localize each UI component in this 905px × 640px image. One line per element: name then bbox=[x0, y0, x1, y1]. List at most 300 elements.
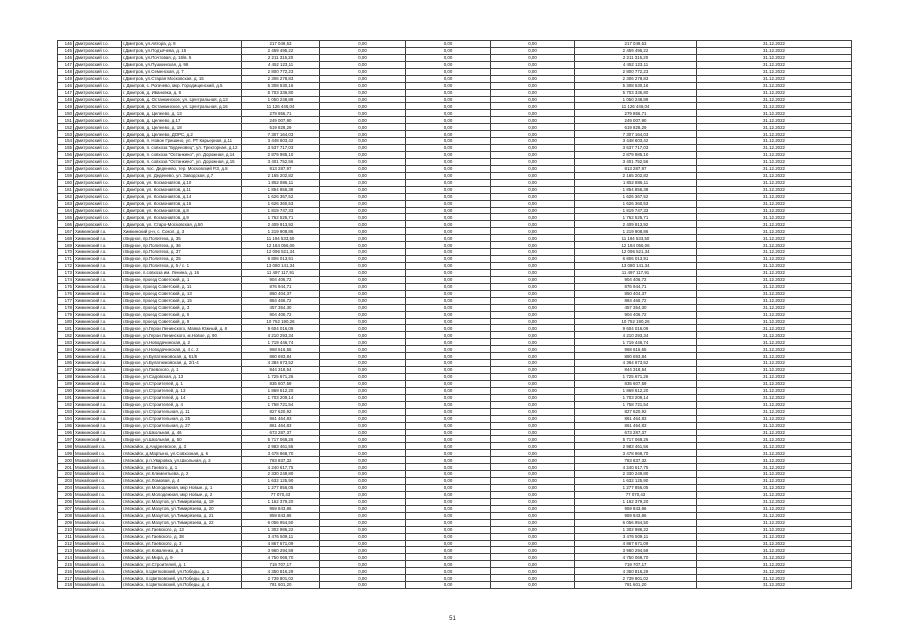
cell-rec: 781 601,20 bbox=[242, 582, 320, 589]
table-row bbox=[58, 464, 852, 471]
cell-org: Химкинский г.о. bbox=[74, 387, 122, 394]
cell-num: 161 bbox=[58, 186, 74, 193]
cell-addr: г.Видное, проезд Советский, д. 11 bbox=[122, 283, 242, 290]
cell-org: Дмитровский г.о. bbox=[74, 103, 122, 110]
cell-paid: 0,00 bbox=[320, 41, 406, 48]
cell-z2: 0,00 bbox=[491, 96, 575, 103]
cell-z1: 0,00 bbox=[406, 96, 491, 103]
cell-tot: 1 852 886,11 bbox=[575, 179, 697, 186]
cell-z2: 0,00 bbox=[491, 110, 575, 117]
table-row bbox=[58, 387, 852, 394]
cell-z2: 0,00 bbox=[491, 263, 575, 270]
cell-z2: 0,00 bbox=[491, 415, 575, 422]
cell-paid: 0,00 bbox=[320, 401, 406, 408]
cell-tot: 1 725 671,26 bbox=[575, 374, 697, 381]
cell-tot: 1 819 747,33 bbox=[575, 207, 697, 214]
table-row bbox=[58, 165, 852, 172]
cell-z1: 0,00 bbox=[406, 290, 491, 297]
cell-date: 31.12.2022 bbox=[697, 519, 852, 526]
cell-paid: 0,00 bbox=[320, 568, 406, 575]
cell-paid: 0,00 bbox=[320, 297, 406, 304]
table-row bbox=[58, 68, 852, 75]
cell-paid: 0,00 bbox=[320, 498, 406, 505]
cell-rec: 861 464,83 bbox=[242, 415, 320, 422]
cell-rec: 4 350 816,29 bbox=[242, 568, 320, 575]
cell-z1: 0,00 bbox=[406, 512, 491, 519]
cell-addr: г.Можайск, ул.Мазутов, ул.Тимирязева, д. 20 bbox=[122, 505, 242, 512]
cell-z1: 0,00 bbox=[406, 249, 491, 256]
table-row bbox=[58, 242, 852, 249]
cell-tot: 884 466,72 bbox=[575, 297, 697, 304]
cell-num: 182 bbox=[58, 332, 74, 339]
cell-addr: г.Видное, ул.Школьная, д. 50 bbox=[122, 436, 242, 443]
cell-org: Можайский г.о. bbox=[74, 554, 122, 561]
cell-z2: 0,00 bbox=[491, 339, 575, 346]
cell-rec: 10 752 190,26 bbox=[242, 318, 320, 325]
cell-num: 181 bbox=[58, 325, 74, 332]
cell-tot: 1 626 360,53 bbox=[575, 200, 697, 207]
cell-addr: г. Дмитров, д. Целеево, ДОРС, д.2 bbox=[122, 131, 242, 138]
cell-z1: 0,00 bbox=[406, 346, 491, 353]
cell-date: 31.12.2022 bbox=[697, 235, 852, 242]
cell-date: 31.12.2022 bbox=[697, 179, 852, 186]
cell-date: 31.12.2022 bbox=[697, 582, 852, 589]
table-row bbox=[58, 263, 852, 270]
cell-num: 145 bbox=[58, 47, 74, 54]
cell-z1: 0,00 bbox=[406, 436, 491, 443]
cell-z1: 0,00 bbox=[406, 117, 491, 124]
cell-z2: 0,00 bbox=[491, 235, 575, 242]
cell-z2: 0,00 bbox=[491, 436, 575, 443]
table-row bbox=[58, 360, 852, 367]
cell-z2: 0,00 bbox=[491, 471, 575, 478]
cell-addr: г. Дмитров, д. Целеево, д. 18 bbox=[122, 124, 242, 131]
cell-org: Дмитровский г.о. bbox=[74, 47, 122, 54]
cell-addr: г.Видное, ул.Герои Ленинского, Маяка Южный, д. 8 bbox=[122, 325, 242, 332]
cell-z2: 0,00 bbox=[491, 54, 575, 61]
cell-z2: 0,00 bbox=[491, 353, 575, 360]
cell-paid: 0,00 bbox=[320, 519, 406, 526]
cell-num: 156 bbox=[58, 152, 74, 159]
cell-paid: 0,00 bbox=[320, 75, 406, 82]
cell-num: 192 bbox=[58, 401, 74, 408]
cell-tot: 11 194 533,50 bbox=[575, 235, 697, 242]
cell-tot: 2 211 315,20 bbox=[575, 54, 697, 61]
registry-table-container bbox=[57, 40, 851, 589]
cell-z2: 0,00 bbox=[491, 41, 575, 48]
table-row bbox=[58, 207, 852, 214]
cell-z2: 0,00 bbox=[491, 165, 575, 172]
cell-z1: 0,00 bbox=[406, 485, 491, 492]
table-row bbox=[58, 249, 852, 256]
cell-paid: 0,00 bbox=[320, 207, 406, 214]
cell-z2: 0,00 bbox=[491, 172, 575, 179]
cell-org: Дмитровский г.о. bbox=[74, 193, 122, 200]
cell-tot: 457 354,30 bbox=[575, 304, 697, 311]
cell-org: Дмитровский г.о. bbox=[74, 152, 122, 159]
cell-date: 31.12.2022 bbox=[697, 533, 852, 540]
cell-z2: 0,00 bbox=[491, 325, 575, 332]
cell-tot: 968 616,55 bbox=[575, 346, 697, 353]
cell-z1: 0,00 bbox=[406, 415, 491, 422]
table-row bbox=[58, 318, 852, 325]
cell-tot: 2 165 202,82 bbox=[575, 172, 697, 179]
cell-org: Химкинский г.о. bbox=[74, 380, 122, 387]
cell-rec: 1 725 671,26 bbox=[242, 374, 320, 381]
cell-org: Можайский г.о. bbox=[74, 540, 122, 547]
cell-org: Химкинский г.о. bbox=[74, 297, 122, 304]
cell-rec: 249 007,90 bbox=[242, 117, 320, 124]
cell-tot: 876 944,71 bbox=[575, 283, 697, 290]
cell-rec: 719 707,17 bbox=[242, 561, 320, 568]
cell-tot: 1 626 367,52 bbox=[575, 193, 697, 200]
table-row bbox=[58, 367, 852, 374]
table-row bbox=[58, 256, 852, 263]
table-row bbox=[58, 485, 852, 492]
cell-addr: г.Видное, ул.Школьная, д. 46 bbox=[122, 429, 242, 436]
cell-date: 31.12.2022 bbox=[697, 408, 852, 415]
cell-paid: 0,00 bbox=[320, 110, 406, 117]
cell-org: Можайский г.о. bbox=[74, 457, 122, 464]
cell-addr: г. Дмитров, пос. Деденево, тер. Московский Р.З, д.8 bbox=[122, 165, 242, 172]
cell-date: 31.12.2022 bbox=[697, 200, 852, 207]
cell-num: 200 bbox=[58, 457, 74, 464]
cell-num: 153 bbox=[58, 131, 74, 138]
cell-date: 31.12.2022 bbox=[697, 47, 852, 54]
cell-tot: 3 448 603,42 bbox=[575, 138, 697, 145]
cell-date: 31.12.2022 bbox=[697, 145, 852, 152]
cell-z1: 0,00 bbox=[406, 464, 491, 471]
cell-rec: 5 703 336,80 bbox=[242, 89, 320, 96]
cell-addr: г.Дмитров, ул.Подъячева, д. 15 bbox=[122, 47, 242, 54]
table-row bbox=[58, 124, 852, 131]
cell-tot: 1 162 379,20 bbox=[575, 498, 697, 505]
table-row bbox=[58, 158, 852, 165]
cell-date: 31.12.2022 bbox=[697, 138, 852, 145]
cell-rec: 3 476 509,11 bbox=[242, 533, 320, 540]
cell-date: 31.12.2022 bbox=[697, 228, 852, 235]
cell-z2: 0,00 bbox=[491, 186, 575, 193]
cell-org: Можайский г.о. bbox=[74, 505, 122, 512]
cell-org: Химкинский г.о. bbox=[74, 318, 122, 325]
cell-paid: 0,00 bbox=[320, 505, 406, 512]
table-row bbox=[58, 450, 852, 457]
cell-z1: 0,00 bbox=[406, 256, 491, 263]
cell-tot: 3 478 968,70 bbox=[575, 450, 697, 457]
cell-z1: 0,00 bbox=[406, 214, 491, 221]
cell-z2: 0,00 bbox=[491, 505, 575, 512]
cell-num: 211 bbox=[58, 533, 74, 540]
cell-num: 163 bbox=[58, 200, 74, 207]
cell-z1: 0,00 bbox=[406, 82, 491, 89]
cell-addr: г.Можайск, ул.Молодежная, мкр Новые, д. 2 bbox=[122, 491, 242, 498]
cell-org: Можайский г.о. bbox=[74, 533, 122, 540]
table-row bbox=[58, 457, 852, 464]
cell-date: 31.12.2022 bbox=[697, 96, 852, 103]
cell-paid: 0,00 bbox=[320, 228, 406, 235]
cell-rec: 1 632 125,90 bbox=[242, 478, 320, 485]
table-row bbox=[58, 276, 852, 283]
table-row bbox=[58, 443, 852, 450]
cell-addr: г. Дмитров, п. совхоза "Останкино", ул. Дорожная, д.14 bbox=[122, 152, 242, 159]
cell-tot: 12 096 521,34 bbox=[575, 249, 697, 256]
cell-z2: 0,00 bbox=[491, 318, 575, 325]
cell-addr: г.Видное, проезд Советский, д. 13 bbox=[122, 290, 242, 297]
cell-z2: 0,00 bbox=[491, 145, 575, 152]
cell-tot: 813 287,97 bbox=[575, 165, 697, 172]
cell-num: 203 bbox=[58, 478, 74, 485]
cell-z2: 0,00 bbox=[491, 547, 575, 554]
cell-tot: 4 750 069,70 bbox=[575, 554, 697, 561]
cell-date: 31.12.2022 bbox=[697, 61, 852, 68]
cell-org: Химкинский г.о. bbox=[74, 422, 122, 429]
cell-addr: г.Можайск, п.Цветковский, ул.Победы, д. 2 bbox=[122, 575, 242, 582]
cell-rec: 6 806 013,91 bbox=[242, 256, 320, 263]
cell-org: Химкинский г.о. bbox=[74, 353, 122, 360]
cell-z2: 0,00 bbox=[491, 346, 575, 353]
cell-rec: 4 750 069,70 bbox=[242, 554, 320, 561]
cell-z2: 0,00 bbox=[491, 179, 575, 186]
cell-z2: 0,00 bbox=[491, 283, 575, 290]
cell-rec: 2 879 985,10 bbox=[242, 152, 320, 159]
cell-z2: 0,00 bbox=[491, 297, 575, 304]
cell-org: Можайский г.о. bbox=[74, 478, 122, 485]
cell-paid: 0,00 bbox=[320, 276, 406, 283]
table-row bbox=[58, 325, 852, 332]
cell-num: 171 bbox=[58, 256, 74, 263]
cell-z1: 0,00 bbox=[406, 325, 491, 332]
cell-num: 217 bbox=[58, 575, 74, 582]
cell-org: Дмитровский г.о. bbox=[74, 54, 122, 61]
cell-addr: г.Можайск, п.Цветковский, ул.Победы, д. 1 bbox=[122, 568, 242, 575]
cell-z2: 0,00 bbox=[491, 89, 575, 96]
cell-paid: 0,00 bbox=[320, 443, 406, 450]
cell-tot: 2 983 461,56 bbox=[575, 443, 697, 450]
table-row bbox=[58, 179, 852, 186]
cell-num: 159 bbox=[58, 172, 74, 179]
cell-z1: 0,00 bbox=[406, 311, 491, 318]
cell-z1: 0,00 bbox=[406, 457, 491, 464]
cell-tot: 1 277 856,05 bbox=[575, 485, 697, 492]
cell-date: 31.12.2022 bbox=[697, 422, 852, 429]
cell-z2: 0,00 bbox=[491, 158, 575, 165]
cell-paid: 0,00 bbox=[320, 582, 406, 589]
cell-addr: г. Дмитров, с. Рогачево, мкр. Городищенский, д.5 bbox=[122, 82, 242, 89]
table-row bbox=[58, 193, 852, 200]
cell-num: 146 bbox=[58, 54, 74, 61]
cell-paid: 0,00 bbox=[320, 82, 406, 89]
cell-z2: 0,00 bbox=[491, 450, 575, 457]
cell-addr: г.Видное, проезд Советский, д. 15 bbox=[122, 297, 242, 304]
table-row bbox=[58, 332, 852, 339]
cell-addr: г.Видное, ул.Булатниковская, д. 2/1-4 bbox=[122, 360, 242, 367]
cell-org: Химкинский г.о. bbox=[74, 290, 122, 297]
cell-tot: 3 476 509,11 bbox=[575, 533, 697, 540]
table-row bbox=[58, 145, 852, 152]
cell-z2: 0,00 bbox=[491, 554, 575, 561]
cell-num: 212 bbox=[58, 540, 74, 547]
cell-date: 31.12.2022 bbox=[697, 172, 852, 179]
cell-z2: 0,00 bbox=[491, 207, 575, 214]
cell-rec: 1 762 525,71 bbox=[242, 214, 320, 221]
cell-tot: 5 308 530,16 bbox=[575, 82, 697, 89]
cell-z1: 0,00 bbox=[406, 401, 491, 408]
table-row bbox=[58, 478, 852, 485]
cell-addr: г. Дмитров, ул. Космонавтов, д.14 bbox=[122, 193, 242, 200]
cell-tot: 4 384 673,52 bbox=[575, 360, 697, 367]
cell-num: 186 bbox=[58, 360, 74, 367]
cell-org: Химкинский г.о. bbox=[74, 367, 122, 374]
cell-addr: г.Можайск, ул.Клементьева, д. 2 bbox=[122, 471, 242, 478]
cell-paid: 0,00 bbox=[320, 96, 406, 103]
cell-rec: 9 604 016,09 bbox=[242, 325, 320, 332]
cell-addr: г.Видное, пр.Политеха, д. 25 bbox=[122, 256, 242, 263]
cell-addr: г.Можайск, д.Андреевское, д. 3 bbox=[122, 443, 242, 450]
cell-paid: 0,00 bbox=[320, 47, 406, 54]
cell-rec: 4 867 671,09 bbox=[242, 540, 320, 547]
cell-rec: 77 070,43 bbox=[242, 491, 320, 498]
cell-date: 31.12.2022 bbox=[697, 304, 852, 311]
cell-rec: 12 184 056,06 bbox=[242, 242, 320, 249]
cell-addr: г.Видное, проезд Советский, д. 5 bbox=[122, 311, 242, 318]
table-row bbox=[58, 436, 852, 443]
cell-org: Химкинский г.о. bbox=[74, 429, 122, 436]
cell-paid: 0,00 bbox=[320, 464, 406, 471]
cell-addr: г.Можайск, ул.Строителей, д. 1 bbox=[122, 561, 242, 568]
cell-z1: 0,00 bbox=[406, 200, 491, 207]
cell-org: Дмитровский г.о. bbox=[74, 68, 122, 75]
cell-tot: 5 717 068,26 bbox=[575, 436, 697, 443]
cell-rec: 2 739 801,02 bbox=[242, 575, 320, 582]
cell-addr: г. Дмитров, ул. Деденево, ул. Заводская, д.7 bbox=[122, 172, 242, 179]
cell-z1: 0,00 bbox=[406, 165, 491, 172]
cell-z1: 0,00 bbox=[406, 158, 491, 165]
cell-paid: 0,00 bbox=[320, 512, 406, 519]
cell-tot: 2 739 801,02 bbox=[575, 575, 697, 582]
cell-paid: 0,00 bbox=[320, 526, 406, 533]
cell-z2: 0,00 bbox=[491, 519, 575, 526]
cell-z2: 0,00 bbox=[491, 478, 575, 485]
cell-rec: 827 620,92 bbox=[242, 408, 320, 415]
cell-paid: 0,00 bbox=[320, 165, 406, 172]
cell-paid: 0,00 bbox=[320, 575, 406, 582]
cell-z2: 0,00 bbox=[491, 582, 575, 589]
cell-z1: 0,00 bbox=[406, 450, 491, 457]
cell-addr: г.Можайск, ул.Гаевского, д. 38 bbox=[122, 533, 242, 540]
table-row bbox=[58, 339, 852, 346]
table-row bbox=[58, 131, 852, 138]
cell-z1: 0,00 bbox=[406, 478, 491, 485]
cell-z2: 0,00 bbox=[491, 561, 575, 568]
cell-paid: 0,00 bbox=[320, 394, 406, 401]
cell-org: Дмитровский г.о. bbox=[74, 172, 122, 179]
cell-org: Дмитровский г.о. bbox=[74, 158, 122, 165]
cell-date: 31.12.2022 bbox=[697, 367, 852, 374]
cell-paid: 0,00 bbox=[320, 235, 406, 242]
cell-rec: 861 464,83 bbox=[242, 422, 320, 429]
cell-paid: 0,00 bbox=[320, 311, 406, 318]
cell-z1: 0,00 bbox=[406, 242, 491, 249]
cell-addr: г. Дмитров, д. Останкинское, ул. Центральная, д.16 bbox=[122, 103, 242, 110]
cell-rec: 2 983 461,56 bbox=[242, 443, 320, 450]
cell-date: 31.12.2022 bbox=[697, 41, 852, 48]
cell-date: 31.12.2022 bbox=[697, 165, 852, 172]
cell-tot: 1 219 908,86 bbox=[575, 228, 697, 235]
cell-addr: г.Можайск, д.Мартыно, ул.Совхозная, д. 6 bbox=[122, 450, 242, 457]
cell-addr: г.Можайск, ул.Мазутов, ул.Тимирязева, д. 19 bbox=[122, 498, 242, 505]
cell-org: Химкинский г.о. bbox=[74, 415, 122, 422]
cell-z1: 0,00 bbox=[406, 68, 491, 75]
cell-date: 31.12.2022 bbox=[697, 512, 852, 519]
cell-rec: 904 406,72 bbox=[242, 276, 320, 283]
cell-z2: 0,00 bbox=[491, 422, 575, 429]
cell-tot: 904 406,72 bbox=[575, 311, 697, 318]
cell-z1: 0,00 bbox=[406, 332, 491, 339]
cell-z1: 0,00 bbox=[406, 193, 491, 200]
cell-z1: 0,00 bbox=[406, 124, 491, 131]
cell-num: 187 bbox=[58, 367, 74, 374]
cell-rec: 3 537 717,03 bbox=[242, 145, 320, 152]
cell-z2: 0,00 bbox=[491, 103, 575, 110]
cell-rec: 4 240 617,75 bbox=[242, 464, 320, 471]
cell-rec: 1 852 886,11 bbox=[242, 179, 320, 186]
cell-rec: 1 277 856,05 bbox=[242, 485, 320, 492]
cell-date: 31.12.2022 bbox=[697, 82, 852, 89]
cell-num: 162 bbox=[58, 193, 74, 200]
cell-rec: 5 717 068,26 bbox=[242, 436, 320, 443]
cell-paid: 0,00 bbox=[320, 221, 406, 228]
cell-num: 170 bbox=[58, 249, 74, 256]
cell-z2: 0,00 bbox=[491, 269, 575, 276]
cell-tot: 6 056 954,50 bbox=[575, 519, 697, 526]
cell-z1: 0,00 bbox=[406, 179, 491, 186]
cell-org: Химкинский г.о. bbox=[74, 269, 122, 276]
cell-org: Химкинский г.о. bbox=[74, 401, 122, 408]
cell-addr: г.Видное, п.совхоза им. Ленина, д. 16 bbox=[122, 269, 242, 276]
cell-addr: г.Видное, ул.Новодачинская, д. 4 с. 2 bbox=[122, 346, 242, 353]
cell-rec: 1 719 446,74 bbox=[242, 339, 320, 346]
table-row bbox=[58, 235, 852, 242]
cell-num: 165 bbox=[58, 214, 74, 221]
cell-date: 31.12.2022 bbox=[697, 547, 852, 554]
cell-z2: 0,00 bbox=[491, 152, 575, 159]
cell-addr: г.Видное, ул.Строительная, д. 11 bbox=[122, 408, 242, 415]
cell-z1: 0,00 bbox=[406, 360, 491, 367]
cell-rec: 880 693,84 bbox=[242, 353, 320, 360]
table-row bbox=[58, 214, 852, 221]
cell-org: Химкинский г.о. bbox=[74, 249, 122, 256]
cell-tot: 904 406,72 bbox=[575, 276, 697, 283]
cell-z1: 0,00 bbox=[406, 41, 491, 48]
cell-date: 31.12.2022 bbox=[697, 332, 852, 339]
cell-tot: 827 620,92 bbox=[575, 408, 697, 415]
page-number: 51 bbox=[449, 616, 456, 622]
cell-num: 169 bbox=[58, 242, 74, 249]
cell-tot: 861 464,83 bbox=[575, 415, 697, 422]
cell-num: 184 bbox=[58, 346, 74, 353]
cell-tot: 1 719 446,74 bbox=[575, 339, 697, 346]
cell-org: Можайский г.о. bbox=[74, 491, 122, 498]
cell-addr: г.Можайск, ул.Мира, д. 9 bbox=[122, 554, 242, 561]
cell-num: 146 bbox=[58, 82, 74, 89]
cell-rec: 1 162 379,20 bbox=[242, 498, 320, 505]
cell-org: Химкинский г.о. bbox=[74, 374, 122, 381]
cell-paid: 0,00 bbox=[320, 269, 406, 276]
cell-org: Можайский г.о. bbox=[74, 526, 122, 533]
cell-num: 164 bbox=[58, 207, 74, 214]
table-row bbox=[58, 353, 852, 360]
cell-num: 151 bbox=[58, 117, 74, 124]
